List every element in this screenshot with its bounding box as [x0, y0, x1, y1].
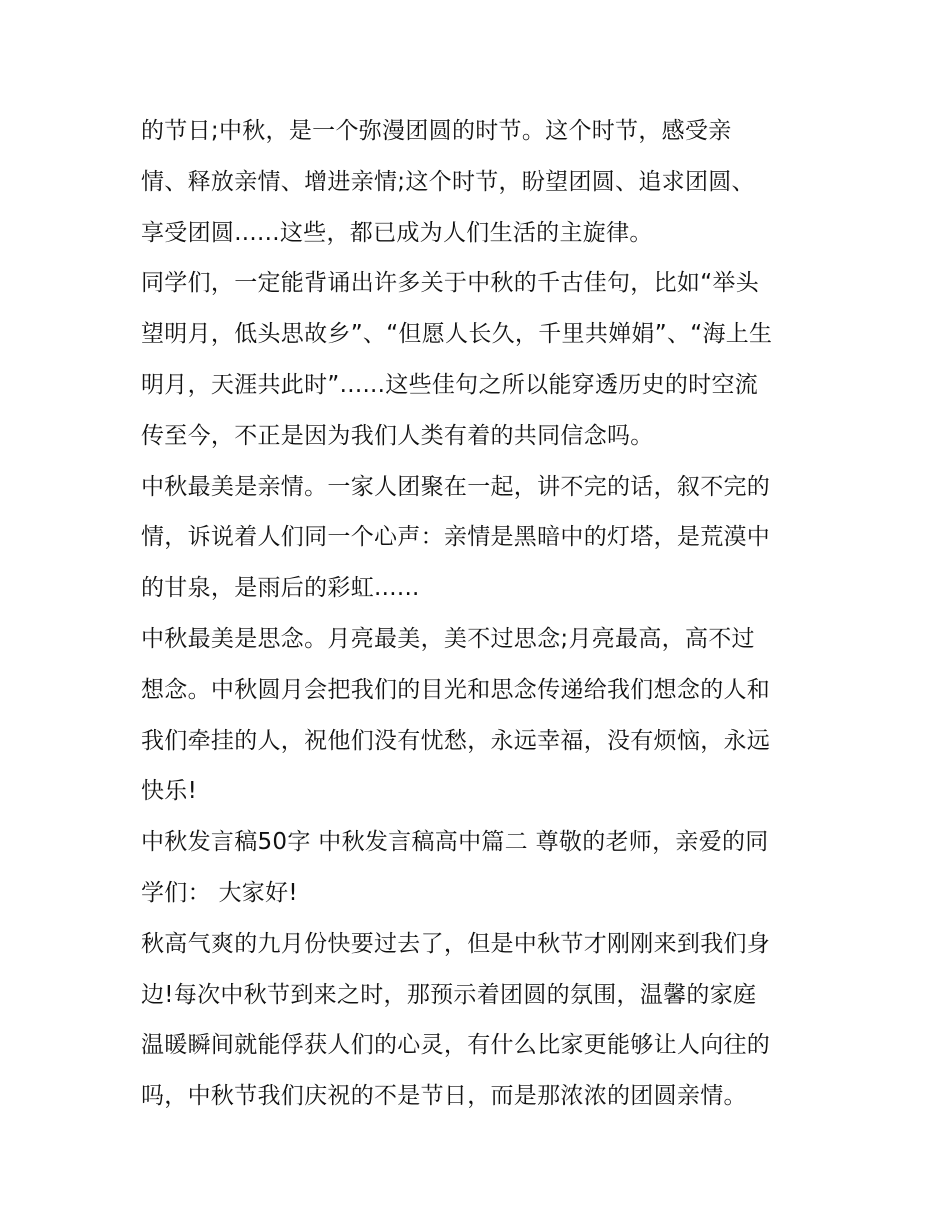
text-line: 温暖瞬间就能俘获人们的心灵，有什么比家更能够让人向往的 [141, 1032, 771, 1059]
text-line: 传至今，不正是因为我们人类有着的共同信念吗。 [141, 422, 654, 449]
text-line: 望明月，低头思故乡”、“但愿人长久，千里共婵娟”、“海上生 [141, 321, 773, 348]
text-line: 情，诉说着人们同一个心声：亲情是黑暗中的灯塔，是荒漠中 [141, 524, 771, 551]
text-line: 的甘泉，是雨后的彩虹...... [141, 575, 420, 602]
text-line: 同学们，一定能背诵出许多关于中秋的千古佳句，比如“举头 [141, 270, 760, 297]
text-line: 秋高气爽的九月份快要过去了，但是中秋节才刚刚来到我们身 [141, 930, 771, 957]
text-line: 想念。中秋圆月会把我们的目光和思念传递给我们想念的人和 [141, 676, 771, 703]
text-line: 边!每次中秋节到来之时，那预示着团圆的氛围，温馨的家庭 [141, 981, 757, 1008]
text-line: 中秋最美是思念。月亮最美，美不过思念;月亮最高，高不过 [141, 625, 755, 652]
document-body [141, 106, 831, 1122]
text-line: 享受团圆......这些，都已成为人们生活的主旋律。 [141, 219, 653, 246]
text-line: 的节日;中秋，是一个弥漫团圆的时节。这个时节，感受亲 [141, 118, 732, 144]
text-line: 中秋发言稿50字 中秋发言稿高中篇二 尊敬的老师，亲爱的同 [141, 829, 769, 856]
text-line: 快乐! [141, 778, 198, 805]
text-line: 吗，中秋节我们庆祝的不是节日，而是那浓浓的团圆亲情。 [141, 1083, 747, 1110]
text-line: 我们牵挂的人，祝他们没有忧愁，永远幸福，没有烦恼，永远 [141, 727, 771, 754]
text-line: 明月，天涯共此时”......这些佳句之所以能穿透历史的时空流 [141, 371, 759, 398]
text-line: 中秋最美是亲情。一家人团聚在一起，讲不完的话，叙不完的 [141, 473, 771, 500]
text-line: 学们： 大家好! [141, 879, 298, 906]
text-line: 情、释放亲情、增进亲情;这个时节，盼望团圆、追求团圆、 [141, 168, 755, 195]
